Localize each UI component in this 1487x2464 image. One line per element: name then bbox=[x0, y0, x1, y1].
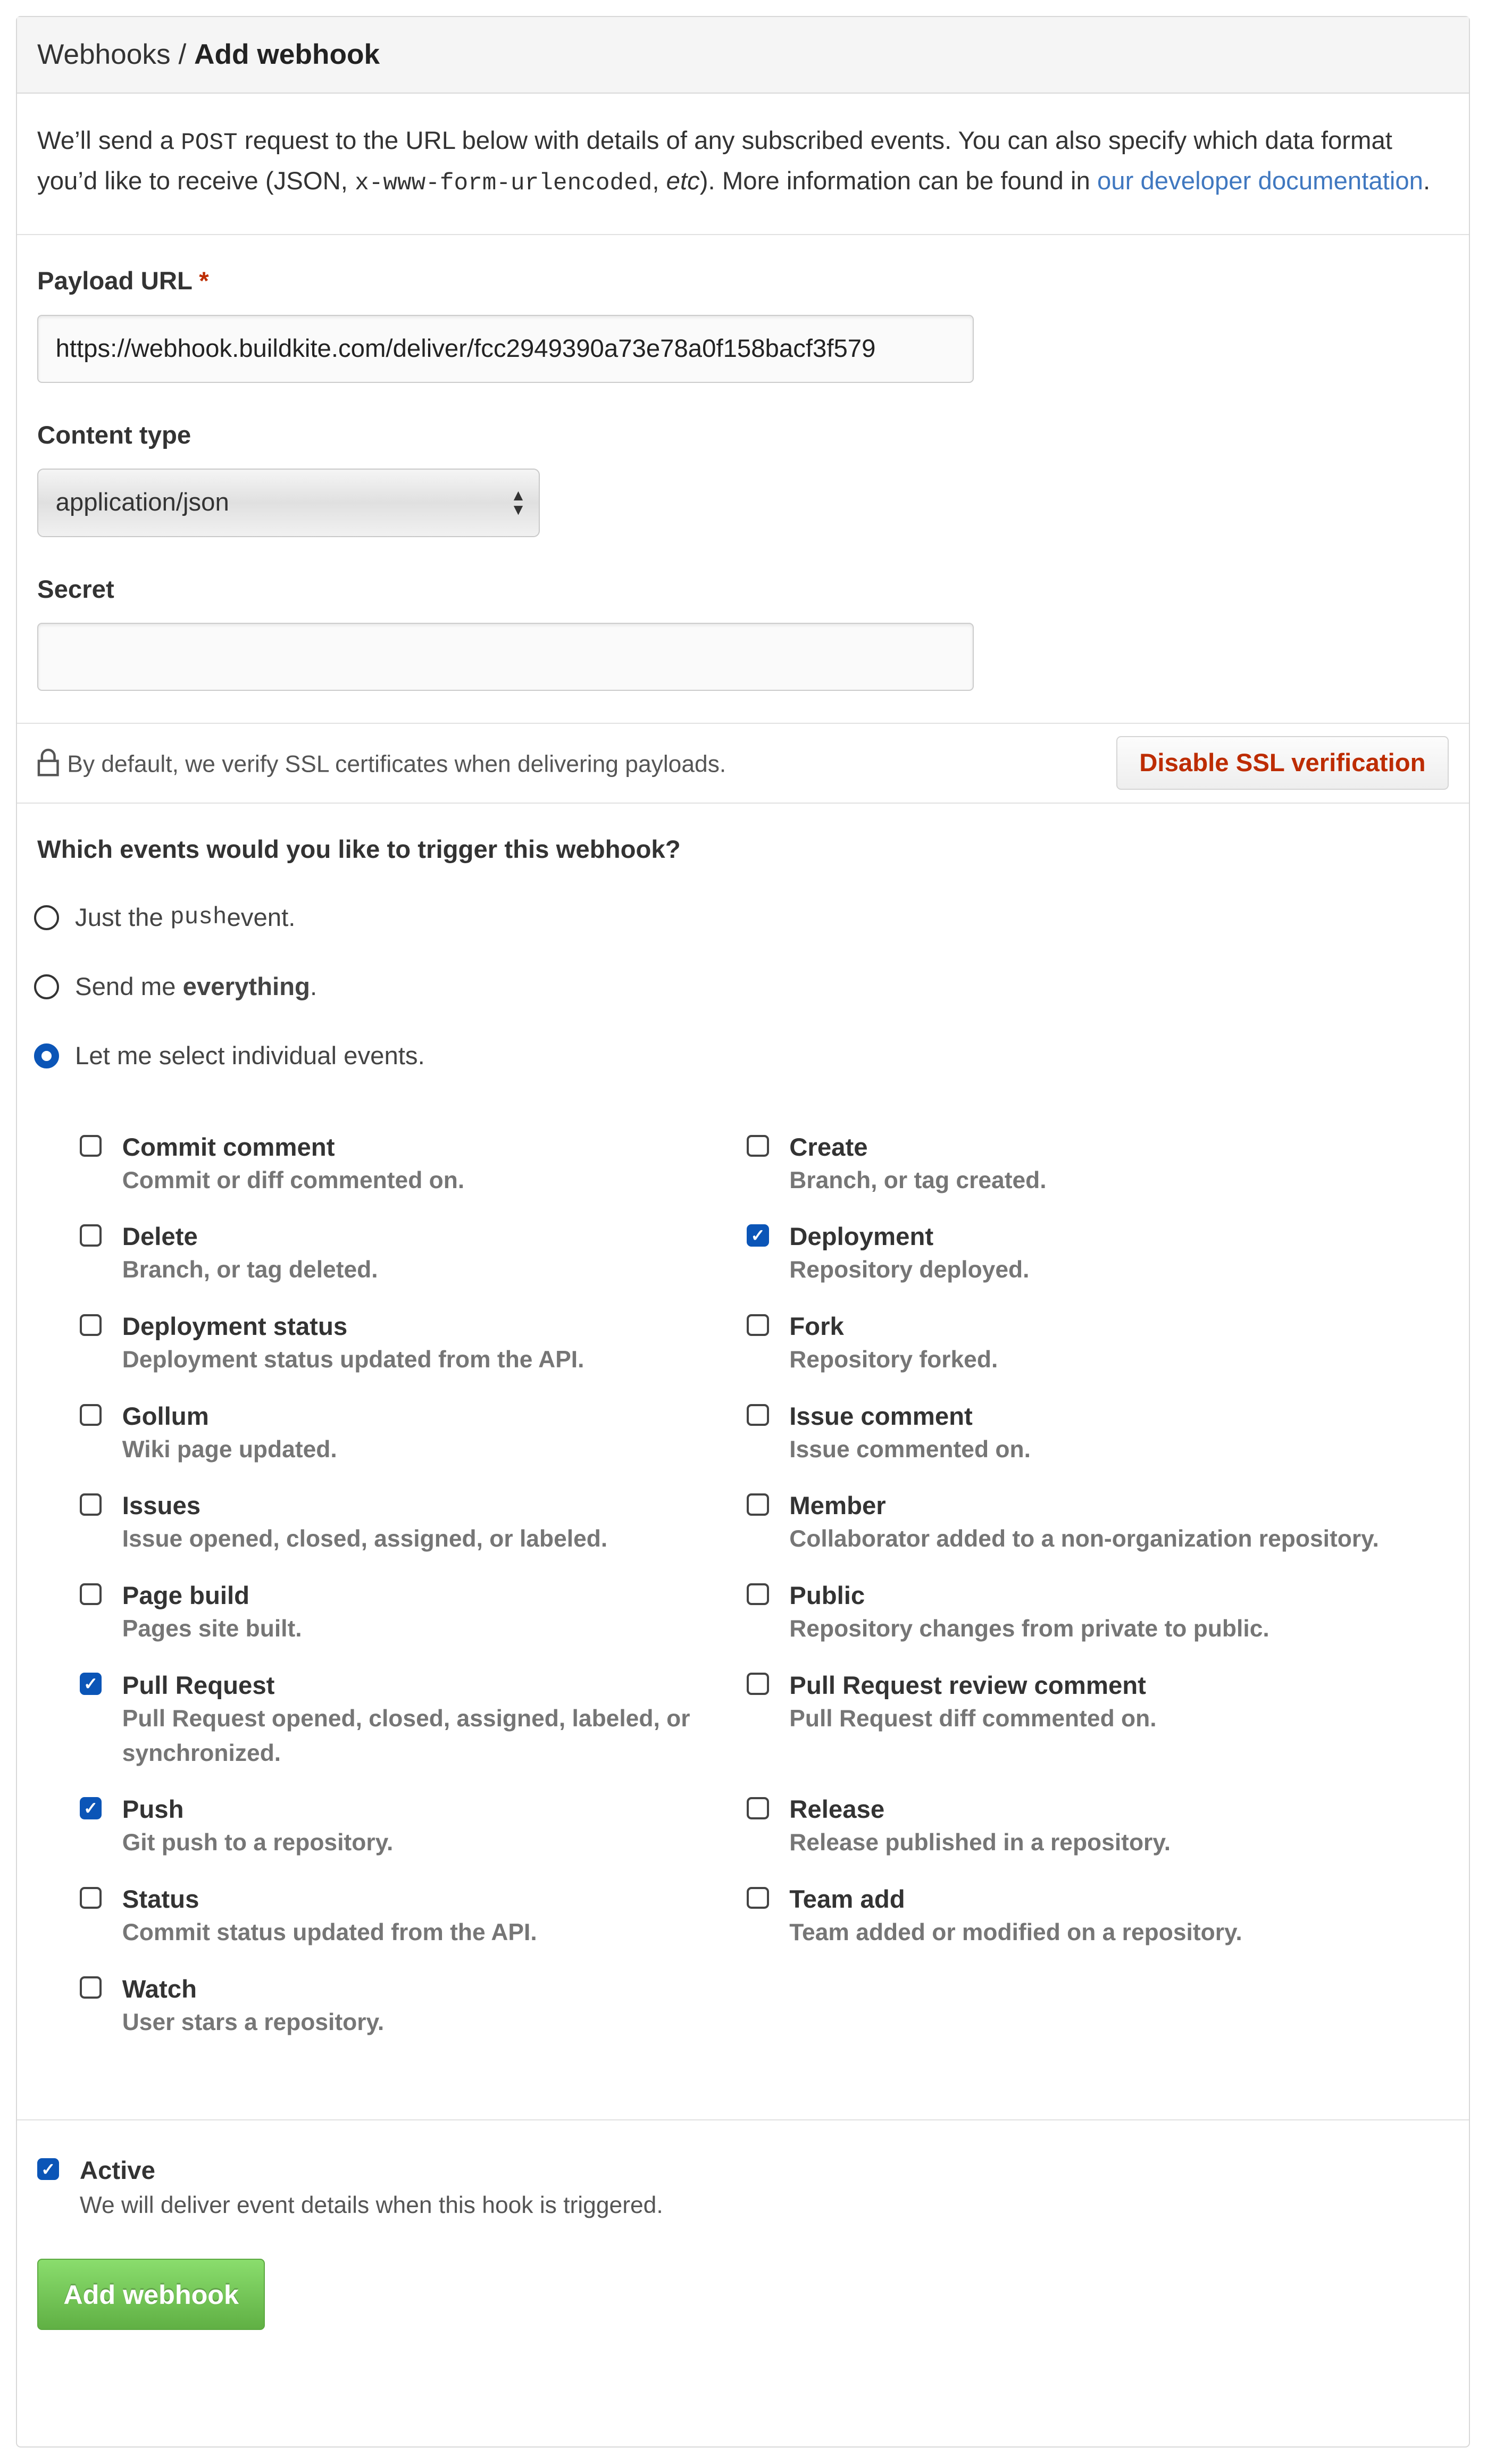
event-title: Pull Request review comment bbox=[789, 1671, 1146, 1700]
event-checkbox[interactable] bbox=[747, 1404, 768, 1426]
event-desc: Pages site built. bbox=[122, 1616, 302, 1642]
description bbox=[17, 94, 1469, 235]
event-title: Team add bbox=[789, 1885, 905, 1914]
event-desc: Pull Request diff commented on. bbox=[789, 1705, 1157, 1732]
desc-text: , bbox=[652, 166, 666, 195]
radio-everything[interactable] bbox=[37, 971, 1449, 1003]
payload-url-label bbox=[37, 266, 1449, 296]
event-checkbox[interactable] bbox=[747, 1673, 768, 1694]
event-desc: Commit or diff commented on. bbox=[122, 1167, 465, 1193]
event-title: Member bbox=[789, 1492, 886, 1521]
event-item[interactable] bbox=[747, 1884, 1414, 1950]
radio-bold: everything bbox=[182, 972, 310, 1001]
event-item[interactable] bbox=[80, 1132, 747, 1198]
event-item[interactable] bbox=[747, 1490, 1414, 1556]
event-desc: Deployment status updated from the API. bbox=[122, 1347, 584, 1373]
event-title: Release bbox=[789, 1795, 885, 1824]
event-checkbox[interactable] bbox=[747, 1135, 768, 1157]
event-item[interactable] bbox=[747, 1580, 1414, 1646]
desc-text: . bbox=[1423, 166, 1431, 195]
event-title: Issue comment bbox=[789, 1402, 973, 1431]
event-item[interactable] bbox=[80, 1974, 747, 2040]
event-checkbox[interactable] bbox=[80, 1887, 102, 1909]
active-desc: We will deliver event details when this hook is triggered. bbox=[79, 2192, 663, 2219]
event-checkbox[interactable] bbox=[747, 1583, 768, 1605]
ssl-row bbox=[17, 724, 1469, 804]
event-checkbox[interactable] bbox=[80, 1583, 102, 1605]
page-title: Add webhook bbox=[194, 38, 380, 70]
content-type-label: Content type bbox=[37, 421, 191, 449]
active-section bbox=[17, 2120, 1469, 2365]
disable-ssl-button[interactable]: Disable SSL verification bbox=[1116, 736, 1449, 789]
event-desc: Branch, or tag deleted. bbox=[122, 1257, 378, 1283]
event-item[interactable] bbox=[80, 1670, 747, 1770]
radio-code: push bbox=[170, 904, 227, 931]
events-question: Which events would you like to trigger this webhook? bbox=[37, 835, 681, 864]
secret-label: Secret bbox=[37, 575, 114, 604]
event-item[interactable] bbox=[80, 1221, 747, 1287]
desc-text: etc bbox=[666, 166, 700, 195]
label-text: Payload URL bbox=[37, 267, 193, 296]
event-list bbox=[80, 1132, 1449, 2040]
event-desc: Repository deployed. bbox=[789, 1257, 1030, 1283]
event-checkbox[interactable] bbox=[747, 1493, 768, 1515]
desc-text: ). More information can be found in bbox=[699, 166, 1097, 195]
event-item[interactable] bbox=[80, 1794, 747, 1860]
event-title: Issues bbox=[122, 1492, 201, 1521]
event-desc: Repository forked. bbox=[789, 1347, 998, 1373]
active-checkbox[interactable]: ✓ bbox=[37, 2158, 59, 2180]
event-item[interactable] bbox=[80, 1401, 747, 1467]
event-item[interactable] bbox=[747, 1670, 1414, 1770]
radio-icon[interactable] bbox=[34, 974, 59, 999]
event-checkbox[interactable] bbox=[80, 1493, 102, 1515]
event-checkbox[interactable]: ✓ bbox=[80, 1673, 102, 1694]
add-webhook-button[interactable]: Add webhook bbox=[37, 2259, 265, 2330]
select-arrows-icon: ▲ ▼ bbox=[510, 486, 527, 519]
event-item[interactable] bbox=[747, 1401, 1414, 1467]
event-checkbox[interactable] bbox=[747, 1887, 768, 1909]
event-checkbox[interactable] bbox=[80, 1404, 102, 1426]
event-desc: Commit status updated from the API. bbox=[122, 1919, 537, 1946]
event-checkbox[interactable]: ✓ bbox=[80, 1797, 102, 1819]
lock-icon bbox=[37, 748, 59, 776]
event-title: Gollum bbox=[122, 1402, 209, 1431]
radio-text: event. bbox=[227, 903, 296, 932]
developer-docs-link[interactable]: our developer documentation bbox=[1097, 166, 1423, 195]
event-checkbox[interactable] bbox=[80, 1976, 102, 1998]
event-desc: Pull Request opened, closed, assigned, labeled, or synchronized. bbox=[122, 1705, 690, 1766]
radio-push-only[interactable] bbox=[37, 902, 1449, 933]
ssl-text: By default, we verify SSL certificates when delivering payloads. bbox=[67, 751, 726, 778]
event-item[interactable] bbox=[80, 1311, 747, 1377]
radio-icon[interactable] bbox=[34, 1043, 59, 1068]
webhook-form-box bbox=[16, 16, 1471, 2448]
event-item[interactable] bbox=[80, 1580, 747, 1646]
ssl-note bbox=[37, 748, 726, 778]
desc-text: request to the URL below with details of any subscribed events. You can also specify which data format you’d like to receive (JSON, bbox=[37, 126, 1392, 195]
event-desc: User stars a repository. bbox=[122, 2009, 385, 2035]
event-checkbox[interactable] bbox=[747, 1314, 768, 1336]
event-checkbox[interactable]: ✓ bbox=[747, 1224, 768, 1246]
event-title: Commit comment bbox=[122, 1133, 335, 1162]
event-item[interactable] bbox=[747, 1794, 1414, 1860]
event-desc: Branch, or tag created. bbox=[789, 1167, 1047, 1193]
event-desc: Wiki page updated. bbox=[122, 1436, 337, 1463]
event-title: Delete bbox=[122, 1223, 198, 1251]
event-desc: Release published in a repository. bbox=[789, 1830, 1171, 1856]
event-title: Pull Request bbox=[122, 1671, 275, 1700]
event-title: Push bbox=[122, 1795, 184, 1824]
breadcrumb bbox=[17, 17, 1469, 94]
form-fields bbox=[17, 235, 1469, 724]
event-title: Watch bbox=[122, 1975, 197, 2003]
radio-individual[interactable] bbox=[37, 1040, 1449, 1072]
radio-text: . bbox=[310, 972, 318, 1001]
event-title: Status bbox=[122, 1885, 199, 1914]
event-item[interactable] bbox=[80, 1884, 747, 1950]
event-desc: Issue opened, closed, assigned, or labeled. bbox=[122, 1526, 608, 1552]
event-desc: Team added or modified on a repository. bbox=[789, 1919, 1242, 1946]
desc-text: We’ll send a bbox=[37, 126, 181, 155]
event-item[interactable] bbox=[747, 1132, 1414, 1198]
events-section bbox=[17, 804, 1469, 2120]
radio-text: Send me bbox=[75, 972, 176, 1001]
required-marker: * bbox=[199, 267, 209, 296]
desc-code: x-www-form-urlencoded bbox=[355, 170, 653, 197]
event-title: Deployment bbox=[789, 1223, 934, 1251]
radio-text: Just the bbox=[75, 903, 163, 932]
event-checkbox[interactable] bbox=[80, 1314, 102, 1336]
event-checkbox[interactable] bbox=[80, 1224, 102, 1246]
event-title: Deployment status bbox=[122, 1312, 348, 1341]
desc-code: POST bbox=[181, 129, 238, 156]
event-desc: Repository changes from private to public. bbox=[789, 1616, 1269, 1642]
event-desc: Issue commented on. bbox=[789, 1436, 1031, 1463]
event-checkbox[interactable] bbox=[80, 1135, 102, 1157]
event-title: Page build bbox=[122, 1581, 250, 1610]
event-item[interactable] bbox=[80, 1490, 747, 1556]
select-value: application/json bbox=[55, 488, 229, 517]
content-type-select[interactable] bbox=[37, 469, 540, 537]
payload-url-input[interactable]: https://webhook.buildkite.com/deliver/fcc2949390a73e78a0f158bacf3f579 bbox=[37, 315, 974, 383]
active-checkbox-row[interactable] bbox=[37, 2155, 1449, 2224]
breadcrumb-webhooks[interactable]: Webhooks bbox=[37, 38, 171, 70]
secret-input[interactable] bbox=[37, 623, 974, 691]
event-item[interactable] bbox=[747, 1311, 1414, 1377]
active-label: Active bbox=[79, 2157, 155, 2185]
event-desc: Collaborator added to a non-organization repository. bbox=[789, 1526, 1379, 1552]
radio-icon[interactable] bbox=[34, 905, 59, 930]
event-item[interactable] bbox=[747, 1221, 1414, 1287]
event-checkbox[interactable] bbox=[747, 1797, 768, 1819]
radio-text: Let me select individual events. bbox=[75, 1042, 425, 1071]
event-title: Create bbox=[789, 1133, 868, 1162]
breadcrumb-separator: / bbox=[170, 38, 195, 70]
event-title: Public bbox=[789, 1581, 865, 1610]
event-title: Fork bbox=[789, 1312, 844, 1341]
event-desc: Git push to a repository. bbox=[122, 1830, 394, 1856]
